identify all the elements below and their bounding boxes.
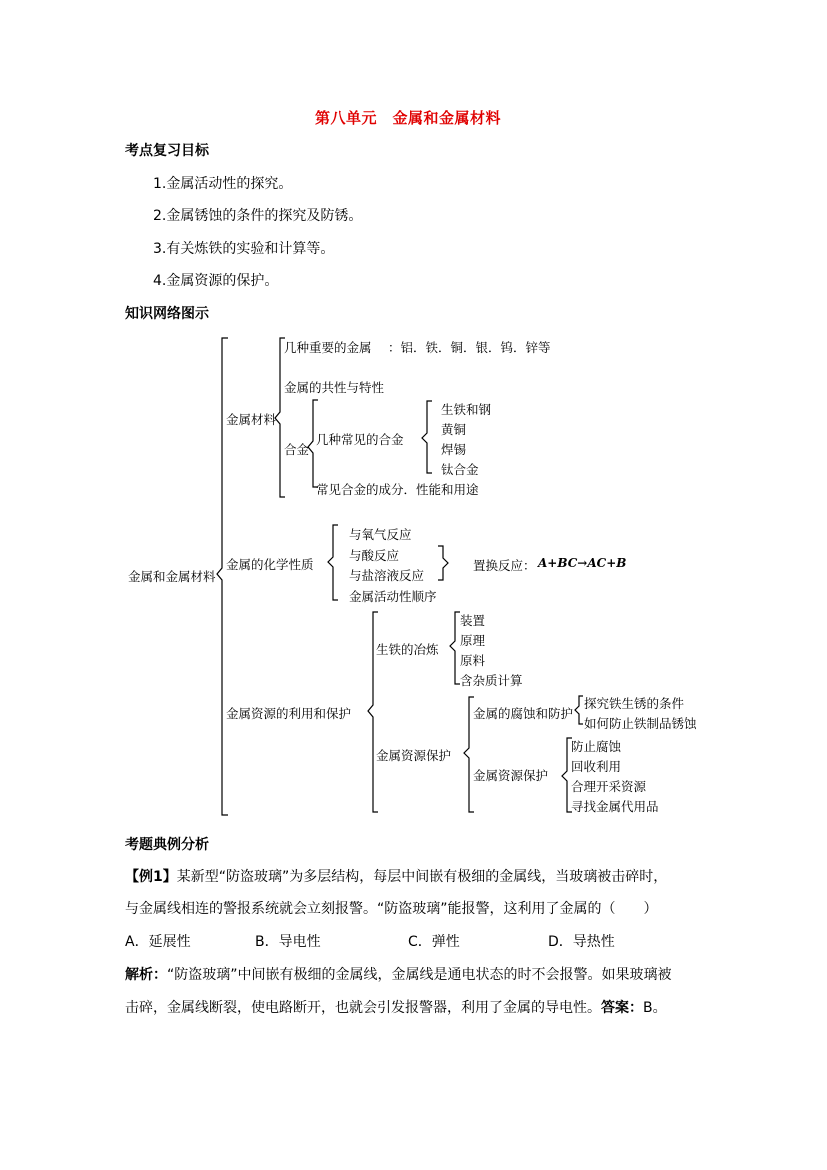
answer-value: B。 [643, 1000, 667, 1016]
corrosion-item: 如何防止铁制品锈蚀 [584, 716, 697, 731]
node-resource-protection: 金属资源保护 [376, 748, 452, 763]
protect-item: 回收利用 [571, 759, 622, 774]
smelting-item: 装置 [460, 613, 486, 628]
option-c: C．弹性 [408, 934, 460, 950]
reaction-item: 与盐溶液反应 [349, 568, 425, 583]
example-text-1: 某新型“防盗玻璃”为多层结构，每层中间嵌有极细的金属线，当玻璃被击碎时， [176, 869, 668, 885]
node-corrosion: 金属的腐蚀和防护 [473, 706, 574, 721]
page-title: 第八单元 金属和金属材料 [315, 109, 502, 127]
node-alloy: 合金 [284, 442, 310, 457]
analysis-line-2 [125, 997, 667, 1017]
alloy-item: 钛合金 [441, 462, 479, 477]
objective-item: 3.有关炼铁的实验和计算等。 [153, 241, 335, 257]
alloy-item: 焊锡 [441, 442, 467, 457]
node-alloy-usage: 常见合金的成分．性能和用途 [316, 482, 479, 497]
node-chemical-properties: 金属的化学性质 [226, 557, 314, 572]
protect-item: 防止腐蚀 [571, 739, 622, 754]
smelting-item: 原料 [460, 653, 486, 668]
displacement-formula: A+BC→AC+B [538, 556, 627, 570]
brace-chemical [328, 525, 338, 600]
analysis-label: 解析： [125, 967, 167, 983]
corrosion-item: 探究铁生锈的条件 [584, 696, 685, 711]
section-heading-objectives: 考点复习目标 [125, 143, 209, 159]
brace-materials [275, 338, 285, 497]
reaction-item: 金属活动性顺序 [349, 589, 437, 604]
example-text-2: 与金属线相连的警报系统就会立刻报警。“防盗玻璃”能报警，这利用了金属的（ ） [125, 901, 658, 917]
diagram-root: 金属和金属材料 [128, 569, 216, 584]
important-metals-list: ：铝．铁．铜．银．钨．锌等 [388, 340, 551, 355]
protect-item: 合理开采资源 [571, 779, 647, 794]
smelting-item: 原理 [460, 633, 486, 648]
section-heading-network: 知识网络图示 [125, 306, 209, 322]
smelting-item: 含杂质计算 [460, 673, 523, 688]
analysis-line-1 [125, 964, 672, 984]
reaction-item: 与酸反应 [349, 548, 400, 563]
node-important-metals: 几种重要的金属 [284, 340, 372, 355]
objective-item: 4.金属资源的保护。 [153, 273, 279, 289]
analysis-text-1: “防盗玻璃”中间嵌有极细的金属线，金属线是通电状态的时不会报警。如果玻璃被 [167, 967, 672, 983]
option-d: D．导热性 [548, 934, 615, 950]
node-resources: 金属资源的利用和保护 [226, 706, 352, 721]
section-heading-examples: 考题典例分析 [125, 837, 209, 853]
option-a: A．延展性 [125, 934, 191, 950]
brace-corrosion [575, 696, 583, 724]
example-tag: 【例1】 [125, 869, 177, 885]
alloy-item: 生铁和钢 [441, 402, 492, 417]
node-metal-properties: 金属的共性与特性 [284, 380, 385, 395]
displacement-reaction: 置换反应： [473, 558, 536, 573]
node-resource-protection-2: 金属资源保护 [473, 768, 549, 783]
node-iron-smelting: 生铁的冶炼 [376, 642, 439, 657]
brace-reactions-right [438, 546, 448, 580]
objective-item: 1.金属活动性的探究。 [153, 176, 293, 192]
answer-label: 答案： [601, 1000, 643, 1016]
node-common-alloys: 几种常见的合金 [316, 432, 404, 447]
example-line-1 [125, 866, 667, 886]
analysis-text-2: 击碎，金属线断裂，使电路断开，也就会引发报警器，利用了金属的导电性。 [125, 1000, 601, 1016]
protect-item: 寻找金属代用品 [571, 799, 659, 814]
option-b: B．导电性 [255, 934, 321, 950]
brace-smelting [450, 612, 460, 684]
node-metal-materials: 金属材料 [226, 412, 277, 427]
brace-alloy-list [422, 401, 432, 473]
reaction-item: 与氧气反应 [349, 527, 412, 542]
alloy-item: 黄铜 [441, 422, 467, 437]
objective-item: 2.金属锈蚀的条件的探究及防锈。 [153, 208, 363, 224]
